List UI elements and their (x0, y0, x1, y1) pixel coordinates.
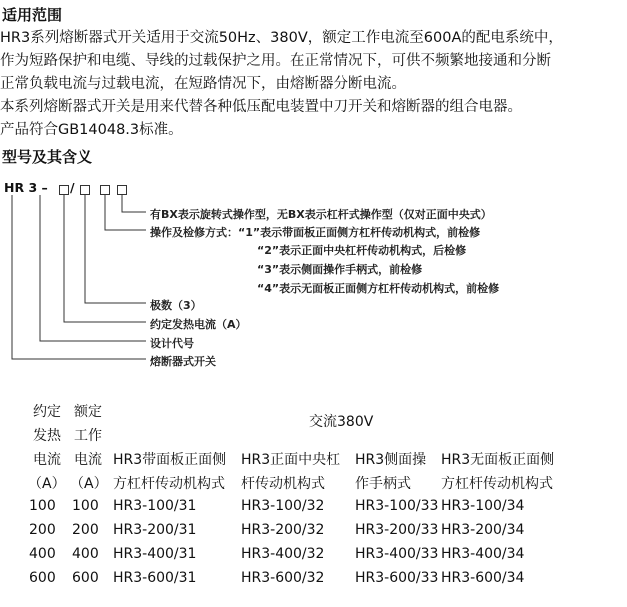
row-3-model-34: HR3-400/34 (441, 546, 525, 562)
row-3-model-32: HR3-400/32 (241, 546, 325, 562)
row-1-model-34: HR3-100/34 (441, 498, 525, 514)
label-operation-3: “3”表示侧面操作手柄式，前检修 (257, 263, 423, 276)
label-design-code: 设计代号 (150, 337, 194, 350)
section-title-model: 型号及其含义 (2, 148, 93, 166)
col1-header-line-4: （A） (28, 476, 66, 492)
row-4-model-33: HR3-600/33 (355, 570, 439, 586)
sub-header-3-line-1: HR3侧面操 (355, 452, 427, 468)
label-poles: 极数（3） (150, 299, 202, 312)
row-2-model-33: HR3-200/33 (355, 522, 439, 538)
row-1-model-32: HR3-100/32 (241, 498, 325, 514)
row-2-model-31: HR3-200/31 (113, 522, 197, 538)
label-operation-2: “2”表示正面中央杠杆传动机构式，后检修 (257, 244, 467, 257)
col2-header-line-3: 电流 (74, 452, 102, 468)
label-operation-4: “4”表示无面板正面侧方杠杆传动机构式，前检修 (257, 282, 500, 295)
sub-header-2-line-1: HR3正面中央杠 (241, 452, 341, 468)
label-operation-1: 操作及检修方式：“1”表示带面板正面侧方杠杆传动机构式，前检修 (150, 226, 481, 239)
model-code-slash: / (70, 180, 75, 195)
col2-header-line-4: （A） (70, 476, 108, 492)
row-3-model-31: HR3-400/31 (113, 546, 197, 562)
scope-line-2: 作为短路保护和电缆、导线的过载保护之用。在正常情况下，可供不频繁地接通和分断 (0, 53, 551, 69)
label-agreed-current: 约定发热电流（A） (150, 318, 247, 331)
sub-header-4-line-2: 方杠杆传动机构式 (441, 476, 553, 492)
sub-header-2-line-2: 杆传动机构式 (241, 476, 325, 492)
row-3-agreed-current: 400 (29, 546, 56, 562)
scope-line-3: 正常负载电流与过载电流，在短路情况下，由熔断器分断电流。 (0, 76, 406, 92)
row-4-model-32: HR3-600/32 (241, 570, 325, 586)
row-3-rated-current: 400 (72, 546, 99, 562)
row-4-model-31: HR3-600/31 (113, 570, 197, 586)
sub-header-1-line-2: 方杠杆传动机构式 (113, 476, 225, 492)
row-1-agreed-current: 100 (29, 498, 56, 514)
label-fuse-switch: 熔断器式开关 (150, 355, 216, 368)
model-code-prefix: HR 3 – (4, 180, 48, 195)
row-4-model-34: HR3-600/34 (441, 570, 525, 586)
row-2-model-32: HR3-200/32 (241, 522, 325, 538)
row-4-rated-current: 600 (72, 570, 99, 586)
col2-header-line-1: 额定 (74, 404, 102, 420)
sub-header-4-line-1: HR3无面板正面侧 (441, 452, 555, 468)
section-title-scope: 适用范围 (2, 6, 63, 24)
row-1-rated-current: 100 (72, 498, 99, 514)
col1-header-line-2: 发热 (33, 428, 61, 444)
row-2-agreed-current: 200 (29, 522, 56, 538)
scope-line-4: 本系列熔断器式开关是用来代替各种低压配电装置中刀开关和熔断器的组合电器。 (0, 99, 522, 115)
scope-line-5: 产品符合GB14048.3标准。 (0, 122, 183, 138)
row-1-model-33: HR3-100/33 (355, 498, 439, 514)
row-3-model-33: HR3-400/33 (355, 546, 439, 562)
col1-header-line-1: 约定 (33, 404, 61, 420)
group-header-ac380v: 交流380V (309, 414, 374, 430)
label-bx: 有BX表示旋转式操作型，无BX表示杠杆式操作型（仅对正面中央式） (150, 208, 492, 221)
scope-line-1: HR3系列熔断器式开关适用于交流50Hz、380V，额定工作电流至600A的配电系统中， (0, 30, 563, 46)
row-1-model-31: HR3-100/31 (113, 498, 197, 514)
col2-header-line-2: 工作 (74, 428, 102, 444)
col1-header-line-3: 电流 (33, 452, 61, 468)
sub-header-3-line-2: 作手柄式 (355, 476, 411, 492)
row-2-rated-current: 200 (72, 522, 99, 538)
row-4-agreed-current: 600 (29, 570, 56, 586)
row-2-model-34: HR3-200/34 (441, 522, 525, 538)
sub-header-1-line-1: HR3带面板正面侧 (113, 452, 227, 468)
